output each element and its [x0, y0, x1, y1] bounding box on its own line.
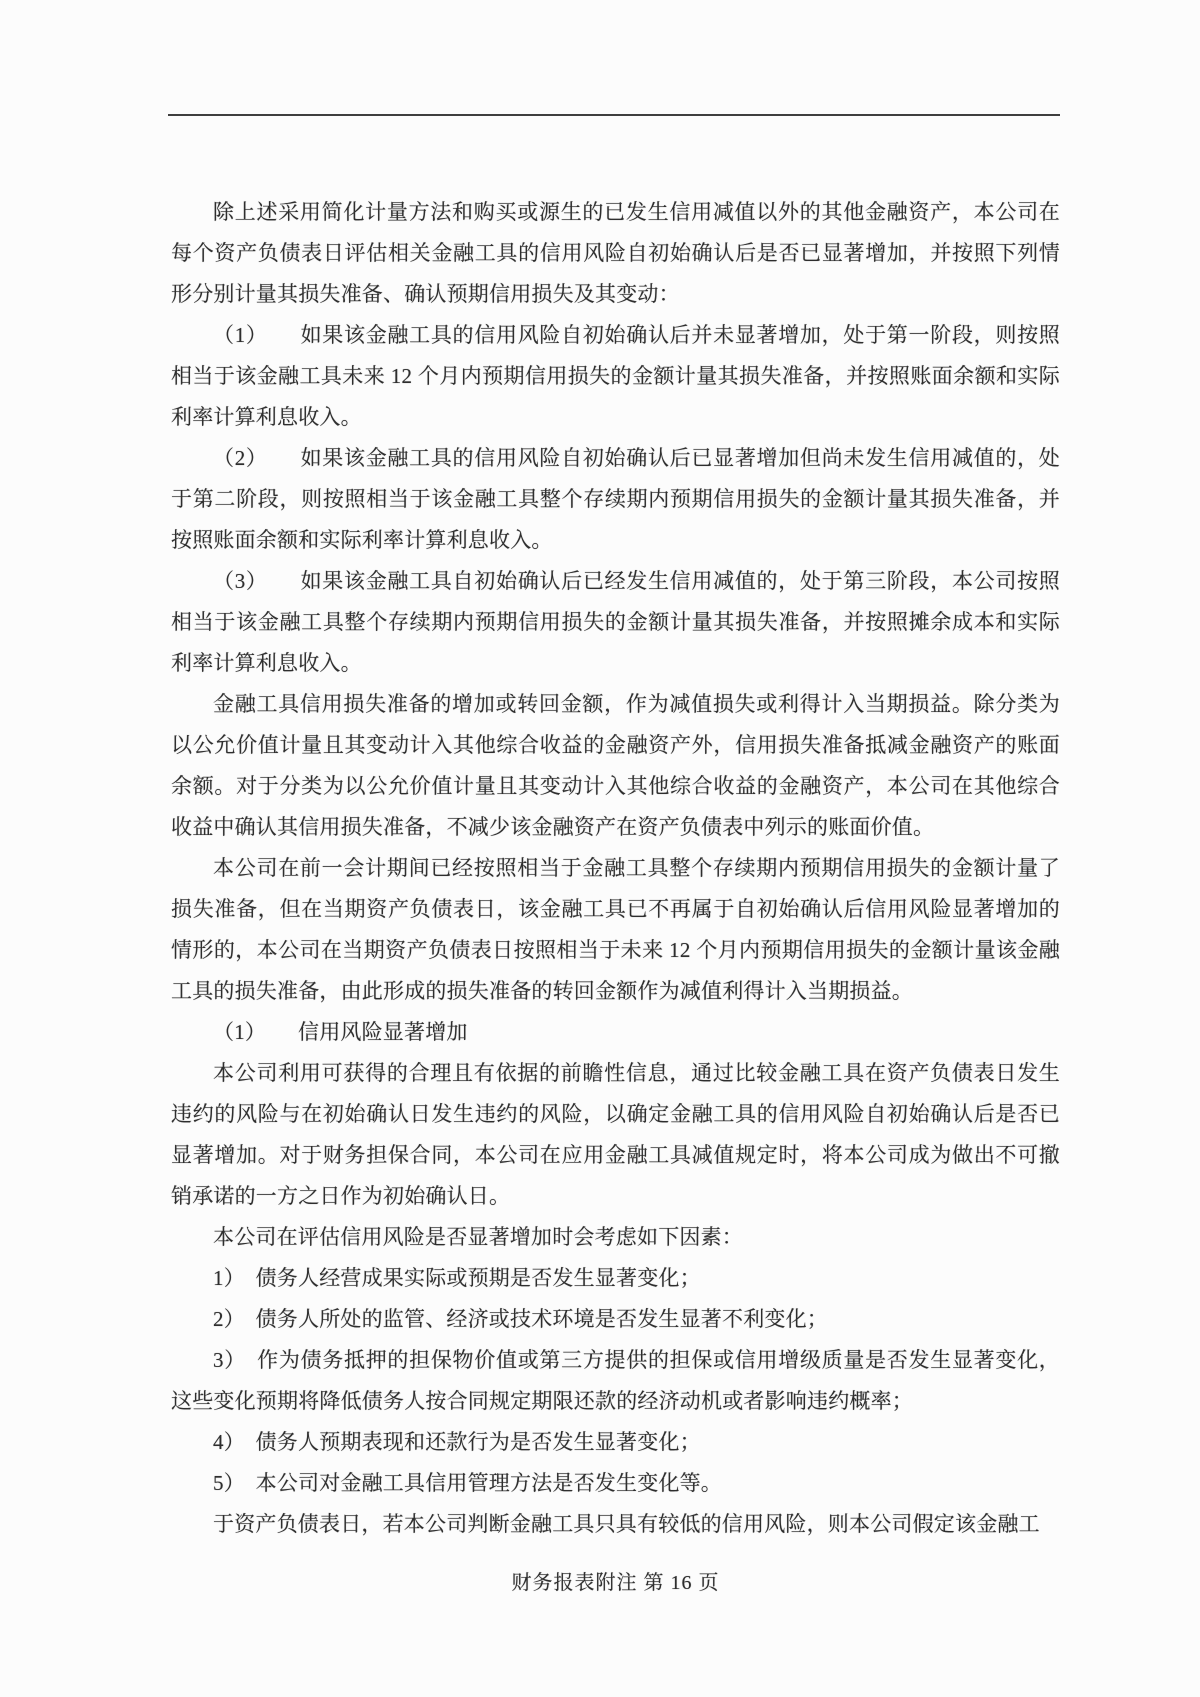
paragraph-loss-allowance: 金融工具信用损失准备的增加或转回金额，作为减值损失或利得计入当期损益。除分类为以公允价值计量且其变动计入其他综合收益的金融资产外，信用损失准备抵减金融资产的账面余额。对于分类为以公允价值计量且其变动计入其他综合收益的金融资产，本公司在其他综合收益中确认其信用损失准备，不减少该金融资产在资产负债表中列示的账面价值。 [171, 692, 1060, 839]
document-body [171, 192, 1060, 1545]
list-item-2: 2） 债务人所处的监管、经济或技术环境是否发生显著不利变化； [213, 1307, 828, 1331]
paragraph-stage-2: （2） 如果该金融工具的信用风险自初始确认后已显著增加但尚未发生信用减值的，处于第二阶段，则按照相当于该金融工具整个存续期内预期信用损失的金额计量其损失准备，并按照账面余额和实际利率计算利息收入。 [171, 446, 1060, 552]
list-item-4: 4） 债务人预期表现和还款行为是否发生显著变化； [213, 1430, 701, 1454]
paragraph-intro: 除上述采用简化计量方法和购买或源生的已发生信用减值以外的其他金融资产，本公司在每个资产负债表日评估相关金融工具的信用风险自初始确认后是否已显著增加，并按照下列情形分别计量其损失准备、确认预期信用损失及其变动： [171, 200, 1060, 306]
page-footer: 财务报表附注 第 16 页 [511, 1572, 720, 1594]
paragraph-stage-1: （1） 如果该金融工具的信用风险自初始确认后并未显著增加，处于第一阶段，则按照相当于该金融工具未来 12 个月内预期信用损失的金额计量其损失准备，并按照账面余额和实际利率计算利息收入。 [171, 323, 1060, 429]
paragraph-prior-period: 本公司在前一会计期间已经按照相当于金融工具整个存续期内预期信用损失的金额计量了损失准备，但在当期资产负债表日，该金融工具已不再属于自初始确认后信用风险显著增加的情形的，本公司在当期资产负债表日按照相当于未来 12 个月内预期信用损失的金额计量该金融工具的损失准备，由此形成的损失准备的转回金额作为减值利得计入当期损益。 [171, 856, 1060, 1003]
header-rule [168, 114, 1060, 116]
heading-credit-risk-increase: （1） 信用风险显著增加 [213, 1020, 468, 1044]
list-item-1: 1） 债务人经营成果实际或预期是否发生显著变化； [213, 1266, 701, 1290]
paragraph-factors-intro: 本公司在评估信用风险是否显著增加时会考虑如下因素： [213, 1225, 743, 1249]
paragraph-stage-3: （3） 如果该金融工具自初始确认后已经发生信用减值的，处于第三阶段，本公司按照相当于该金融工具整个存续期内预期信用损失的金额计量其损失准备，并按照摊余成本和实际利率计算利息收入。 [171, 569, 1060, 675]
list-item-5: 5） 本公司对金融工具信用管理方法是否发生变化等。 [213, 1471, 722, 1495]
paragraph-balance-sheet-date: 于资产负债表日，若本公司判断金融工具只具有较低的信用风险，则本公司假定该金融工 [213, 1512, 1040, 1536]
paragraph-forward-looking: 本公司利用可获得的合理且有依据的前瞻性信息，通过比较金融工具在资产负债表日发生违约的风险与在初始确认日发生违约的风险，以确定金融工具的信用风险自初始确认后是否已显著增加。对于财务担保合同，本公司在应用金融工具减值规定时，将本公司成为做出不可撤销承诺的一方之日作为初始确认日。 [171, 1061, 1060, 1208]
list-item-3: 3） 作为债务抵押的担保物价值或第三方提供的担保或信用增级质量是否发生显著变化，这些变化预期将降低债务人按合同规定期限还款的经济动机或者影响违约概率； [171, 1348, 1060, 1413]
